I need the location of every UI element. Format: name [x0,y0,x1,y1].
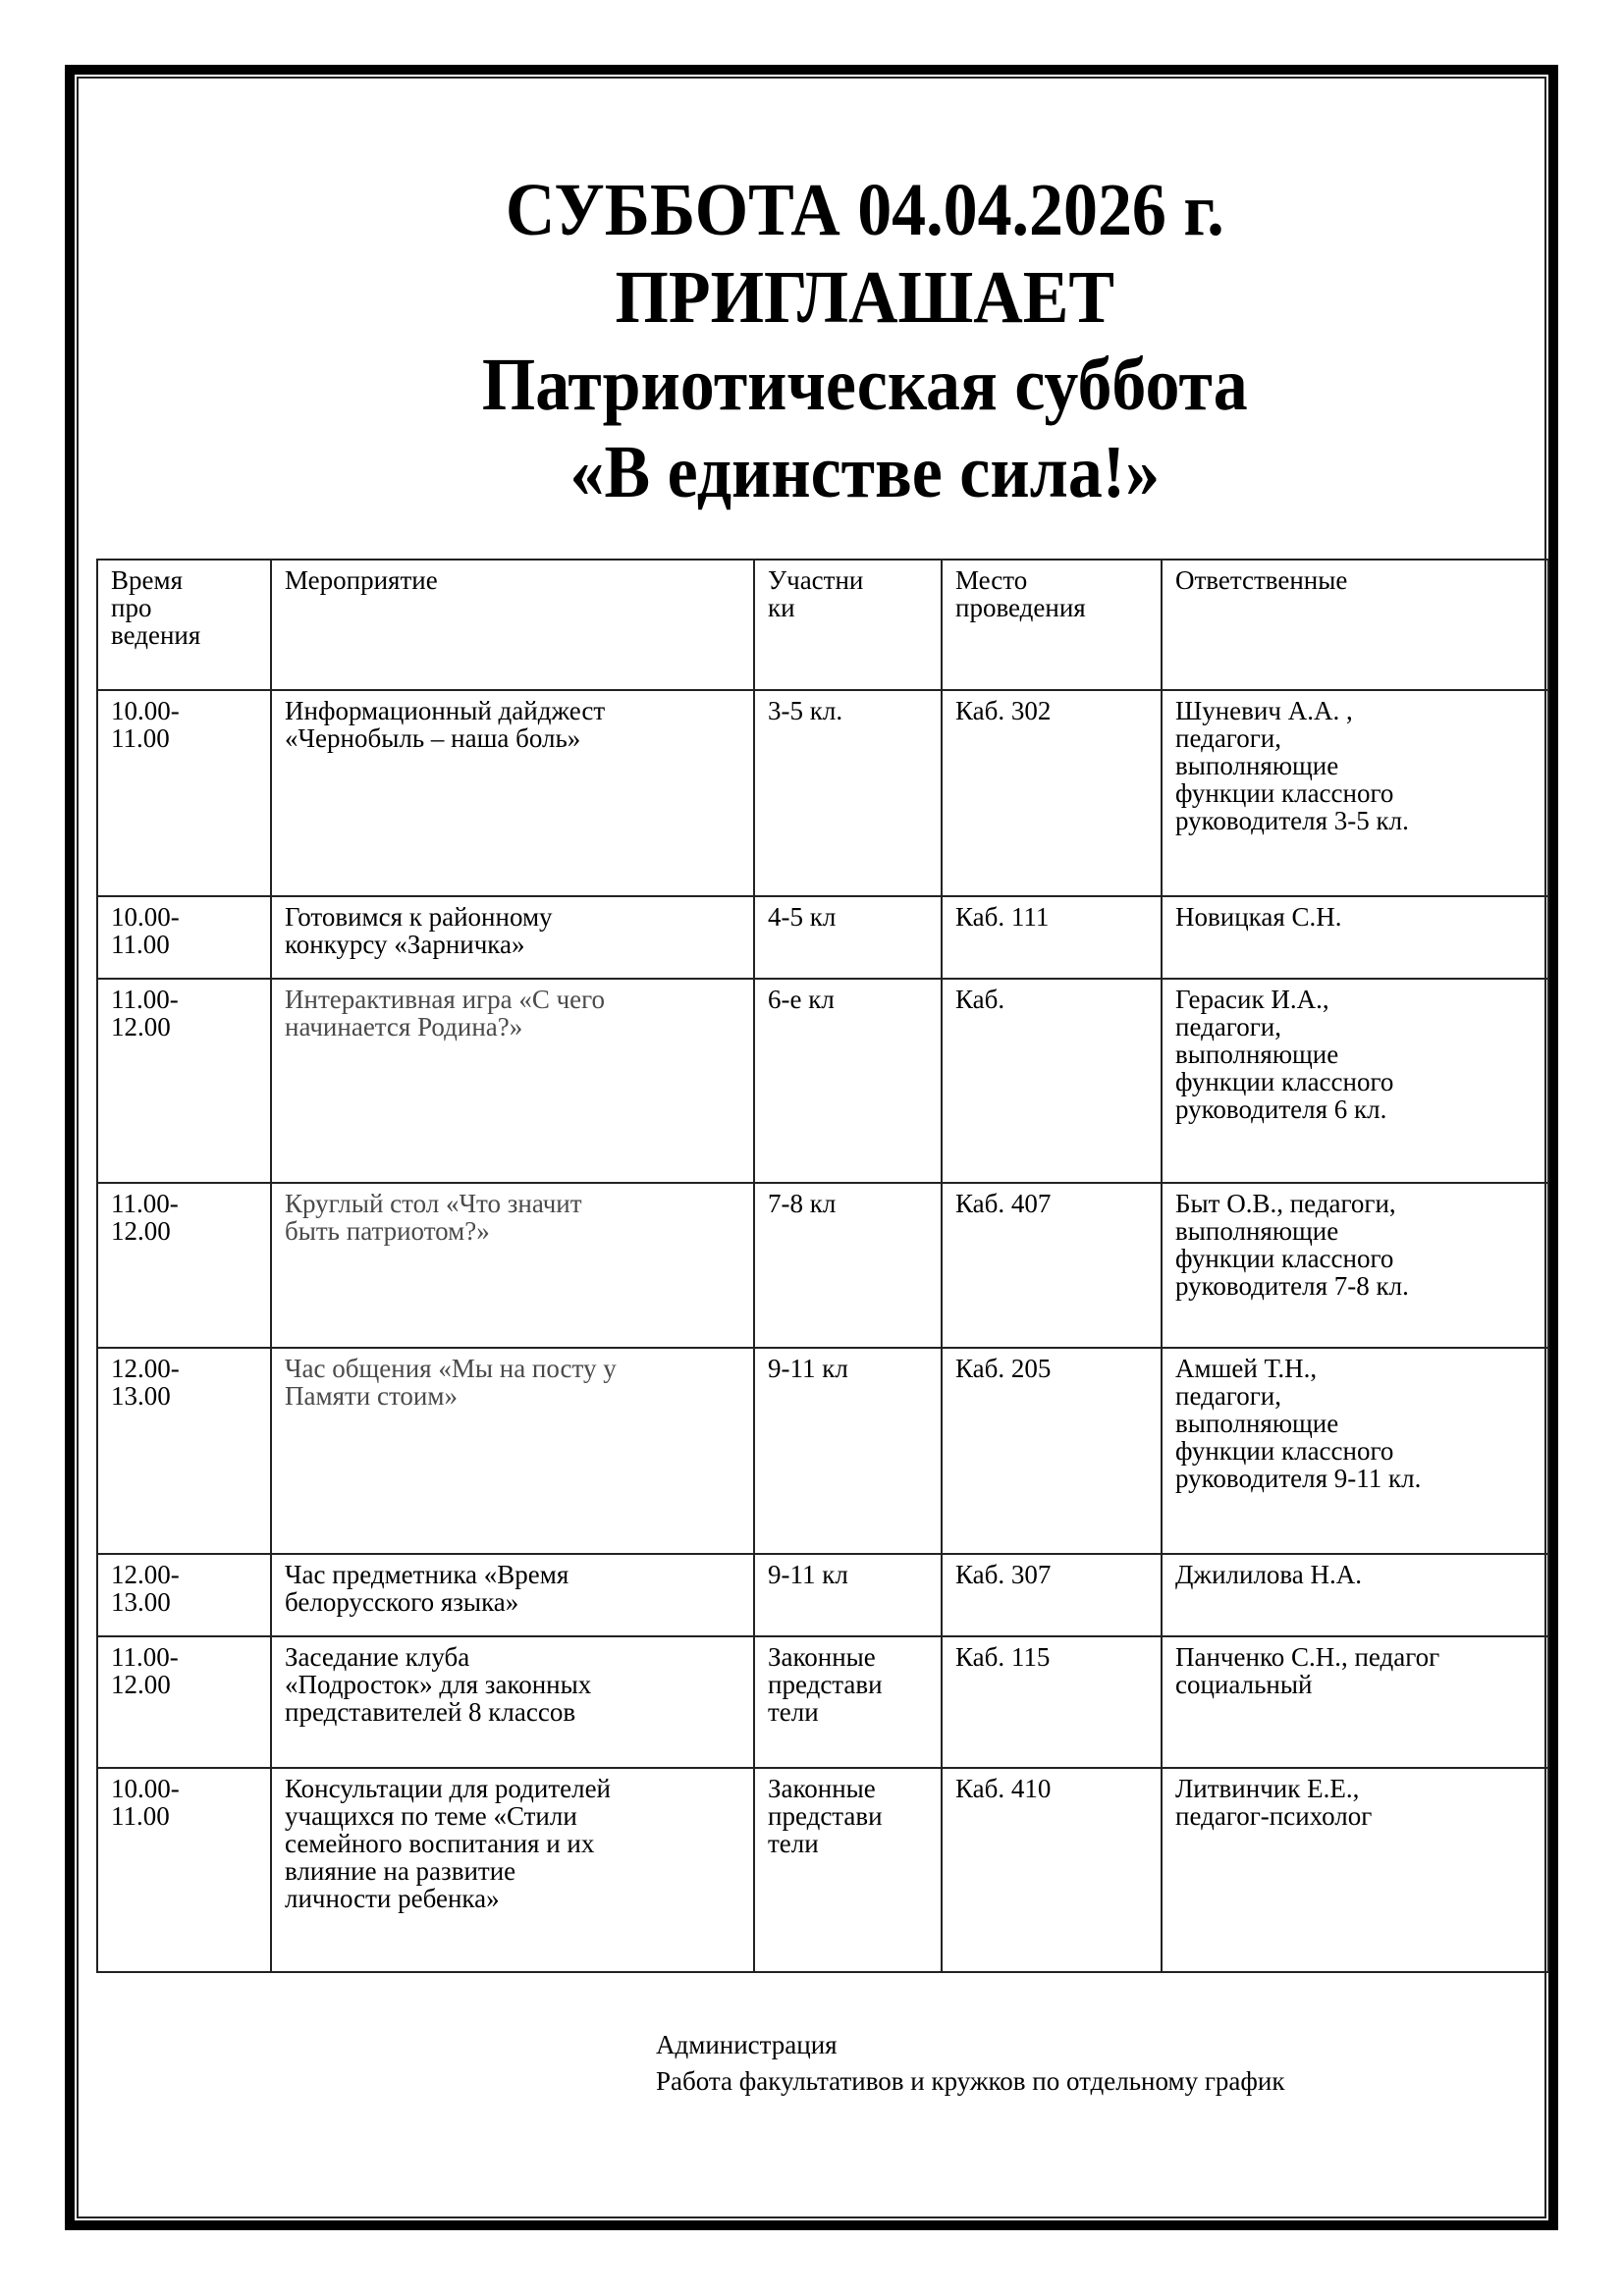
cell-place: Каб. 407 [942,1183,1162,1348]
header-place: Место проведения [942,560,1162,690]
cell-place: Каб. [942,979,1162,1183]
cell-participants: 9-11 кл [754,1348,942,1554]
header-event: Мероприятие [271,560,754,690]
header-participants: Участни ки [754,560,942,690]
header-time: Время про ведения [97,560,271,690]
footer-administration: Администрация [656,2030,838,2059]
cell-event: Час предметника «Время белорусского языка» [271,1554,754,1636]
cell-event: Консультации для родителей учащихся по теме «Стили семейного воспитания и их влияние на развитие личности ребенка» [271,1768,754,1972]
title-date: СУББОТА 04.04.2026 г. [505,169,1224,251]
table-row [97,896,1548,979]
cell-event: Заседание клуба «Подросток» для законных представителей 8 классов [271,1636,754,1768]
title-invites: ПРИГЛАШАЕТ [615,256,1115,339]
cell-event: Интерактивная игра «С чего начинается Родина?» [271,979,754,1183]
cell-place: Каб. 115 [942,1636,1162,1768]
header-responsible: Ответственные [1162,560,1548,690]
table-row [97,1636,1548,1768]
cell-responsible: Литвинчик Е.Е., педагог-психолог [1162,1768,1548,1972]
cell-participants: 6-е кл [754,979,942,1183]
cell-time: 12.00- 13.00 [97,1348,271,1554]
table-row [97,1554,1548,1636]
table-row [97,690,1548,896]
cell-responsible: Шуневич А.А. , педагоги, выполняющие функции классного руководителя 3-5 кл. [1162,690,1548,896]
cell-participants: Законные представи тели [754,1768,942,1972]
schedule-table [96,559,1549,1973]
page-title [77,167,1546,516]
cell-responsible: Амшей Т.Н., педагоги, выполняющие функции классного руководителя 9-11 кл. [1162,1348,1548,1554]
cell-responsible: Джилилова Н.А. [1162,1554,1548,1636]
cell-responsible: Панченко С.Н., педагог социальный [1162,1636,1548,1768]
cell-place: Каб. 302 [942,690,1162,896]
title-event-name: Патриотическая суббота [481,344,1248,426]
footer-clubs-note: Работа факультативов и кружков по отдельному график [656,2066,1285,2096]
table-row [97,1768,1548,1972]
cell-event: Готовимся к районному конкурсу «Зарничка» [271,896,754,979]
cell-responsible: Быт О.В., педагоги, выполняющие функции классного руководителя 7-8 кл. [1162,1183,1548,1348]
cell-participants: Законные представи тели [754,1636,942,1768]
footer-note [656,2027,1284,2100]
cell-time: 11.00- 12.00 [97,979,271,1183]
cell-place: Каб. 205 [942,1348,1162,1554]
cell-time: 10.00- 11.00 [97,690,271,896]
cell-time: 12.00- 13.00 [97,1554,271,1636]
table-row [97,1183,1548,1348]
cell-participants: 7-8 кл [754,1183,942,1348]
cell-event: Час общения «Мы на посту у Памяти стоим» [271,1348,754,1554]
table-row [97,979,1548,1183]
cell-place: Каб. 307 [942,1554,1162,1636]
title-motto: «В единстве сила!» [569,431,1161,513]
cell-responsible: Новицкая С.Н. [1162,896,1548,979]
cell-time: 10.00- 11.00 [97,1768,271,1972]
cell-place: Каб. 410 [942,1768,1162,1972]
cell-participants: 9-11 кл [754,1554,942,1636]
cell-time: 11.00- 12.00 [97,1636,271,1768]
cell-event: Круглый стол «Что значит быть патриотом?» [271,1183,754,1348]
cell-event: Информационный дайджест «Чернобыль – наша боль» [271,690,754,896]
cell-time: 11.00- 12.00 [97,1183,271,1348]
cell-responsible: Герасик И.А., педагоги, выполняющие функции классного руководителя 6 кл. [1162,979,1548,1183]
cell-time: 10.00- 11.00 [97,896,271,979]
cell-participants: 3-5 кл. [754,690,942,896]
cell-participants: 4-5 кл [754,896,942,979]
table-row [97,1348,1548,1554]
cell-place: Каб. 111 [942,896,1162,979]
table-header-row [97,560,1548,690]
